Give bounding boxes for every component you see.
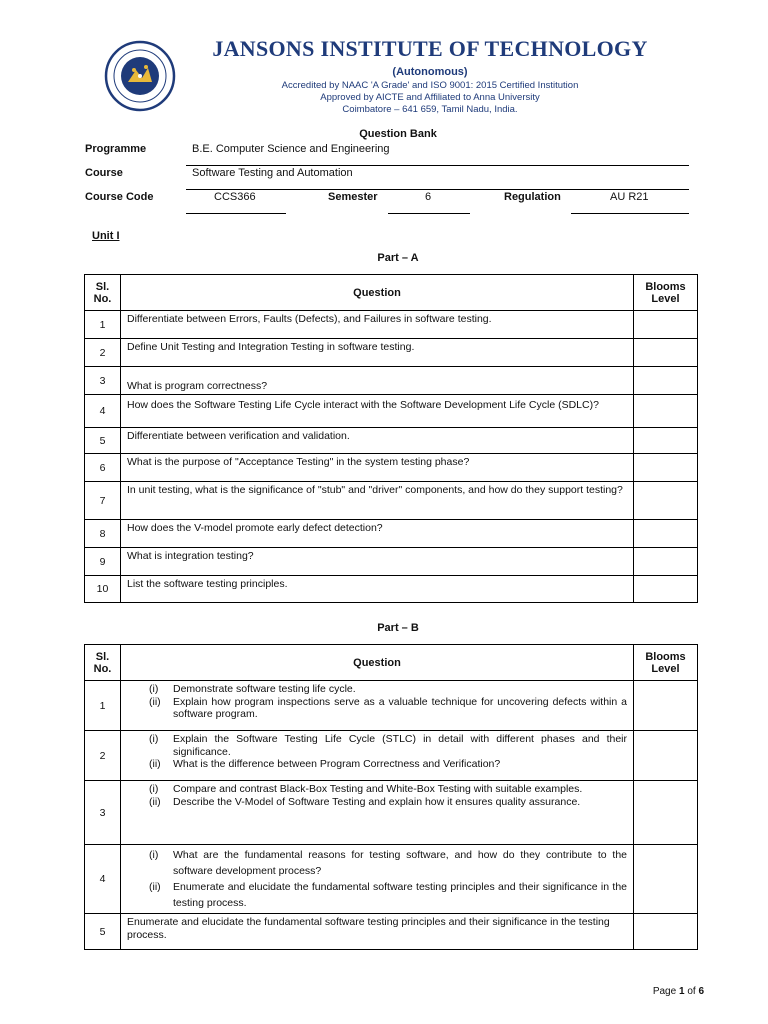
table-row: 1 Differentiate between Errors, Faults (Defects), and Failures in software testing. [85, 311, 698, 339]
unit-heading: Unit I [92, 230, 120, 242]
col-blooms-level: Blooms Level [634, 275, 698, 311]
institution-name: JANSONS INSTITUTE OF TECHNOLOGY [212, 36, 648, 61]
blooms-cell [634, 781, 698, 845]
regulation-label: Regulation [504, 191, 561, 203]
blooms-cell [634, 454, 698, 482]
blooms-cell [634, 482, 698, 520]
question-cell [121, 731, 634, 781]
autonomous-label: (Autonomous) [392, 66, 468, 78]
approval-line: Approved by AICTE and Affiliated to Anna University [320, 92, 540, 103]
question-cell [121, 681, 634, 731]
semester-value: 6 [425, 191, 432, 203]
blooms-cell [634, 520, 698, 548]
document-title: Question Bank [359, 128, 437, 140]
blooms-cell [634, 311, 698, 339]
table-row: 3 (i) Compare and contrast Black-Box Testing and White-Box Testing with suitable examples. (ii) Describe the V-Model of Software Testing and explain how it ensures quality assurance. [85, 781, 698, 845]
table-row: 1 (i) Demonstrate software testing life cycle. (ii) Explain how program inspections serve as a valuable technique for uncovering defects within a software program. [85, 681, 698, 731]
question-cell [121, 845, 634, 914]
question-text: What is program correctness? [121, 367, 634, 395]
sub-question: (ii) Enumerate and elucidate the fundamental software testing principles and their significance in the testing process. [149, 881, 627, 909]
question-text: What is integration testing? [121, 548, 634, 576]
question-text: Enumerate and elucidate the fundamental software testing principles and their significance in the testing process. [121, 914, 634, 950]
table-row: 5 Differentiate between verification and validation. [85, 428, 698, 454]
blooms-cell [634, 576, 698, 603]
sub-question: (i) Explain the Software Testing Life Cycle (STLC) in detail with different phases and their significance. [149, 733, 627, 758]
part-a-title: Part – A [377, 252, 419, 264]
table-row: 4 How does the Software Testing Life Cycle interact with the Software Development Life Cycle (SDLC)? [85, 395, 698, 428]
sub-question: (i) Compare and contrast Black-Box Testing and White-Box Testing with suitable examples. [149, 783, 583, 795]
course-code-value: CCS366 [214, 191, 256, 203]
accreditation-line: Accredited by NAAC 'A Grade' and ISO 9001: 2015 Certified Institution [281, 80, 579, 91]
table-row: 5 Enumerate and elucidate the fundamental software testing principles and their significance in the testing process. [85, 914, 698, 950]
part-a-table [84, 274, 698, 603]
semester-label: Semester [328, 191, 378, 203]
table-row: 9 What is integration testing? [85, 548, 698, 576]
blooms-cell [634, 428, 698, 454]
address-line: Coimbatore – 641 659, Tamil Nadu, India. [342, 104, 518, 115]
question-text: How does the Software Testing Life Cycle interact with the Software Development Life Cycle (SDLC)? [121, 395, 634, 428]
question-text: Differentiate between Errors, Faults (Defects), and Failures in software testing. [121, 311, 634, 339]
col-blooms-level: Blooms Level [634, 645, 698, 681]
semester-rule [388, 213, 470, 214]
blooms-cell [634, 731, 698, 781]
programme-value: B.E. Computer Science and Engineering [192, 143, 390, 155]
sub-question: (ii) Explain how program inspections serve as a valuable technique for uncovering defects within a software program. [149, 695, 627, 720]
table-row: 10 List the software testing principles. [85, 576, 698, 603]
blooms-cell [634, 548, 698, 576]
blooms-cell [634, 339, 698, 367]
regulation-value: AU R21 [610, 191, 649, 203]
table-row: 7 In unit testing, what is the significance of "stub" and "driver" components, and how do they support testing? [85, 482, 698, 520]
table-row: 8 How does the V-model promote early defect detection? [85, 520, 698, 548]
question-text: List the software testing principles. [121, 576, 634, 603]
table-row: 3 What is program correctness? [85, 367, 698, 395]
blooms-cell [634, 367, 698, 395]
course-value: Software Testing and Automation [192, 167, 353, 179]
col-question: Question [121, 645, 634, 681]
table-row: 6 What is the purpose of "Acceptance Testing" in the system testing phase? [85, 454, 698, 482]
blooms-cell [634, 914, 698, 950]
question-cell [121, 781, 634, 845]
sub-question: (ii) Describe the V-Model of Software Testing and explain how it ensures quality assurance. [149, 795, 581, 808]
blooms-cell [634, 845, 698, 914]
course-code-label: Course Code [85, 191, 154, 203]
blooms-cell [634, 681, 698, 731]
col-sl-no: Sl. No. [85, 645, 121, 681]
sub-question: (i) Demonstrate software testing life cycle. [149, 683, 356, 695]
institute-seal-logo [104, 40, 176, 112]
question-text: Differentiate between verification and validation. [121, 428, 634, 454]
question-text: How does the V-model promote early defect detection? [121, 520, 634, 548]
course-label: Course [85, 167, 123, 179]
col-question: Question [121, 275, 634, 311]
table-row: 2 Define Unit Testing and Integration Testing in software testing. [85, 339, 698, 367]
course-code-rule [186, 213, 286, 214]
programme-rule [186, 165, 689, 166]
part-b-title: Part – B [377, 622, 419, 634]
table-row: 2 (i) Explain the Software Testing Life Cycle (STLC) in detail with different phases and their significance. (ii) What is the difference between Program Correctness and Verification? [85, 731, 698, 781]
page-footer: Page 1 of 6 [652, 986, 704, 997]
sub-question: (ii) What is the difference between Program Correctness and Verification? [149, 758, 501, 770]
table-row: 4 (i) What are the fundamental reasons for testing software, and how do they contribute to the software development process? (ii) Enumerate and elucidate the fundamental software testing principles and their significance in the testing process. [85, 845, 698, 914]
blooms-cell [634, 395, 698, 428]
question-text: Define Unit Testing and Integration Testing in software testing. [121, 339, 634, 367]
programme-label: Programme [85, 143, 147, 155]
question-text: What is the purpose of "Acceptance Testing" in the system testing phase? [121, 454, 634, 482]
sub-question: (i) What are the fundamental reasons for testing software, and how do they contribute to the software development process? [149, 849, 627, 877]
part-b-table [84, 644, 698, 950]
col-sl-no: Sl. No. [85, 275, 121, 311]
question-text: In unit testing, what is the significance of "stub" and "driver" components, and how do they support testing? [121, 482, 634, 520]
course-rule [186, 189, 689, 190]
regulation-rule [571, 213, 689, 214]
